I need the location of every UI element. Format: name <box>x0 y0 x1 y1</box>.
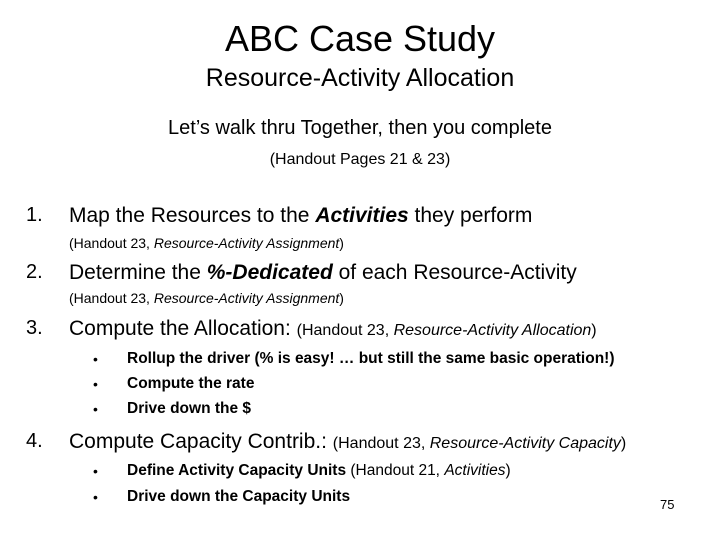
handout-pages: (Handout Pages 21 & 23) <box>269 151 451 168</box>
step-4-handout: (Handout 23, Resource-Activity Capacity) <box>332 435 627 452</box>
bullet-icon: • <box>93 351 98 367</box>
step-4-text: Compute Capacity Contrib.: (Handout 23, Resource-Activity Capacity) <box>69 430 627 453</box>
step-3-number: 3. <box>26 317 43 339</box>
step-2-number: 2. <box>26 261 43 283</box>
step-1-number: 1. <box>26 204 43 226</box>
bullet-icon: • <box>93 376 98 392</box>
bullet-icon: • <box>93 401 98 417</box>
slide-subtitle: Resource-Activity Allocation <box>205 64 515 92</box>
step-1-handout: (Handout 23, Resource-Activity Assignment) <box>69 235 344 251</box>
intro-text: Let’s walk thru Together, then you complete <box>168 117 552 139</box>
slide-title: ABC Case Study <box>224 18 496 59</box>
step-3-bullet-2: Compute the rate <box>127 375 255 392</box>
step-3-handout: (Handout 23, Resource-Activity Allocation) <box>296 322 597 339</box>
step-3-text: Compute the Allocation: (Handout 23, Resource-Activity Allocation) <box>69 317 597 340</box>
step-4-bullet-1: Define Activity Capacity Units (Handout 21, Activities) <box>127 462 511 479</box>
step-1-text: Map the Resources to the Activities they perform <box>69 204 533 227</box>
bullet-icon: • <box>93 489 98 505</box>
step-3-bullet-3: Drive down the $ <box>127 400 252 417</box>
step-4-bullet-2: Drive down the Capacity Units <box>127 488 351 505</box>
step-2-text: Determine the %-Dedicated of each Resource-Activity <box>69 261 577 284</box>
step-2-handout: (Handout 23, Resource-Activity Assignment) <box>69 290 344 306</box>
page-number: 75 <box>660 497 675 512</box>
bullet-icon: • <box>93 463 98 479</box>
step-3-bullet-1: Rollup the driver (% is easy! … but still the same basic operation!) <box>127 350 615 367</box>
step-4-number: 4. <box>26 430 43 452</box>
